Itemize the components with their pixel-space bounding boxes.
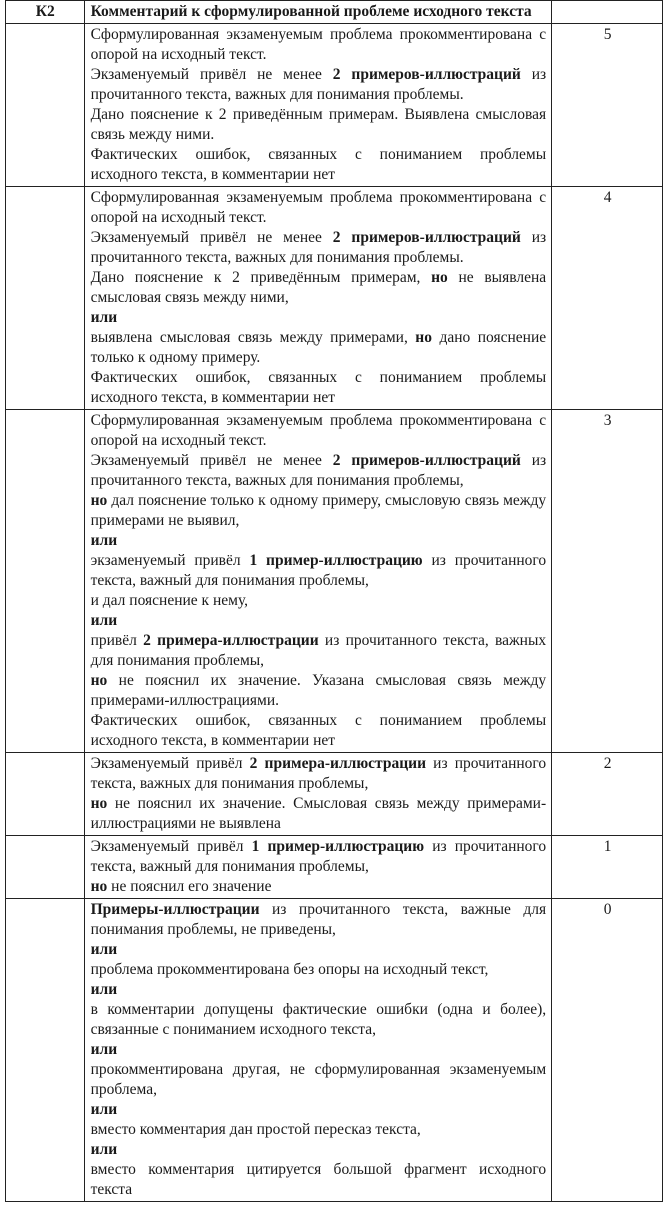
text-fragment: Экзаменуемый привёл (90, 755, 250, 772)
description-paragraph (91, 1140, 547, 1160)
code-cell-empty (6, 753, 85, 836)
score-value: 1 (552, 836, 663, 899)
bold-fragment: или (90, 309, 118, 326)
code-cell-empty (6, 24, 85, 187)
description-paragraph (91, 65, 547, 105)
bold-fragment: 2 примера-иллюстрации (143, 632, 319, 649)
score-level-row (6, 187, 663, 410)
text-fragment: из прочитанного текста, важные для понимания проблемы, не приведены, (90, 901, 547, 938)
score-level-row (6, 899, 663, 1202)
description-paragraph (91, 611, 547, 631)
text-fragment: из прочитанного текста, важных для понимания проблемы, (90, 755, 547, 792)
description-paragraph (91, 268, 547, 308)
bold-fragment: или (90, 981, 118, 998)
text-fragment: Фактических ошибок, связанных с пониманием проблемы исходного текста, в комментарии нет (90, 712, 547, 749)
bold-fragment: или (90, 1101, 118, 1118)
text-fragment: Экзаменуемый привёл не менее (90, 452, 333, 469)
score-header-cell (552, 1, 663, 24)
bold-fragment: 1 пример-иллюстрацию (249, 552, 423, 569)
description-paragraph (91, 145, 547, 185)
description-paragraph (91, 308, 547, 328)
description-paragraph (91, 491, 547, 531)
text-fragment: привёл (90, 632, 144, 649)
bold-fragment: но (90, 878, 108, 895)
code-cell-empty (6, 410, 85, 753)
criterion-title: Комментарий к сформулированной проблеме исходного текста (84, 1, 552, 24)
description-paragraph (91, 328, 547, 368)
text-fragment: не пояснил его значение (107, 878, 272, 895)
text-fragment: из прочитанного текста, важный для понимания проблемы, (90, 552, 547, 589)
text-fragment: Экзаменуемый привёл не менее (90, 229, 333, 246)
description-paragraph (91, 631, 547, 671)
description-paragraph (91, 940, 547, 960)
bold-fragment: или (90, 612, 118, 629)
score-level-row (6, 24, 663, 187)
criterion-header-row (6, 1, 663, 24)
bold-fragment: 1 пример-иллюстрацию (251, 838, 425, 855)
text-fragment: выявлена смысловая связь между примерами, (90, 329, 416, 346)
text-fragment: из прочитанного текста, важных для понимания проблемы. (90, 66, 547, 103)
level-description (84, 187, 552, 410)
criteria-table (5, 0, 663, 1202)
text-fragment: Фактических ошибок, связанных с пониманием проблемы исходного текста, в комментарии нет (90, 369, 547, 406)
bold-fragment: но (90, 795, 108, 812)
description-paragraph (91, 1000, 547, 1040)
text-fragment: вместо комментария цитируется большой фрагмент исходного текста (90, 1161, 547, 1198)
level-description (84, 24, 552, 187)
bold-fragment: 2 примера-иллюстрации (249, 755, 427, 772)
text-fragment: не пояснил их значение. Смысловая связь между примерами-иллюстрациями не выявлена (90, 795, 547, 832)
description-paragraph (91, 411, 547, 451)
bold-fragment: 2 примеров-иллюстраций (332, 66, 521, 83)
level-description (84, 836, 552, 899)
text-fragment: Фактических ошибок, связанных с пониманием проблемы исходного текста, в комментарии нет (90, 146, 547, 183)
description-paragraph (91, 754, 547, 794)
level-description (84, 753, 552, 836)
description-paragraph (91, 960, 547, 980)
code-cell-empty (6, 899, 85, 1202)
description-paragraph (91, 25, 547, 65)
text-fragment: дано пояснение только к одному примеру. (90, 329, 547, 366)
bold-fragment: но (90, 672, 108, 689)
description-paragraph (91, 531, 547, 551)
text-fragment: в комментарии допущены фактические ошибки (одна и более), связанные с пониманием исходного текста, (90, 1001, 547, 1038)
score-value: 5 (552, 24, 663, 187)
code-cell-empty (6, 187, 85, 410)
description-paragraph (91, 1060, 547, 1100)
text-fragment: Сформулированная экзаменуемым проблема прокомментирована с опорой на исходный текст. (90, 26, 547, 63)
bold-fragment: или (90, 941, 118, 958)
description-paragraph (91, 591, 547, 611)
description-paragraph (91, 228, 547, 268)
text-fragment: Сформулированная экзаменуемым проблема прокомментирована с опорой на исходный текст. (90, 412, 547, 449)
description-paragraph (91, 1040, 547, 1060)
bold-fragment: или (90, 1041, 118, 1058)
description-paragraph (91, 105, 547, 145)
score-value: 4 (552, 187, 663, 410)
criterion-code: К2 (6, 1, 85, 24)
bold-fragment: но (90, 492, 108, 509)
bold-fragment: но (431, 269, 448, 286)
text-fragment: не выявлена смысловая связь между ними, (90, 269, 547, 306)
description-paragraph (91, 551, 547, 591)
score-value: 3 (552, 410, 663, 753)
description-paragraph (91, 900, 547, 940)
score-value: 0 (552, 899, 663, 1202)
score-value: 2 (552, 753, 663, 836)
score-level-row (6, 753, 663, 836)
bold-fragment: или (90, 1141, 118, 1158)
description-paragraph (91, 1120, 547, 1140)
text-fragment: из прочитанного текста, важных для понимания проблемы. (90, 229, 547, 266)
bold-fragment: 2 примеров-иллюстраций (332, 452, 521, 469)
bold-fragment: 2 примеров-иллюстраций (332, 229, 521, 246)
text-fragment: и дал пояснение к нему, (90, 592, 249, 609)
text-fragment: Дано пояснение к 2 приведённым примерам. Выявлена смысловая связь между ними. (90, 106, 547, 143)
score-level-row (6, 836, 663, 899)
description-paragraph (91, 837, 547, 877)
text-fragment: прокомментирована другая, не сформулированная экзаменуемым проблема, (90, 1061, 547, 1098)
description-paragraph (91, 451, 547, 491)
text-fragment: из прочитанного текста, важных для понимания проблемы, (90, 632, 547, 669)
description-paragraph (91, 188, 547, 228)
text-fragment: дал пояснение только к одному примеру, смысловую связь между примерами не выявил, (90, 492, 547, 529)
text-fragment: не пояснил их значение. Указана смысловая связь между примерами-иллюстрациями. (90, 672, 547, 709)
text-fragment: из прочитанного текста, важных для понимания проблемы, (90, 452, 547, 489)
bold-fragment: Примеры-иллюстрации (90, 901, 260, 918)
description-paragraph (91, 711, 547, 751)
description-paragraph (91, 1160, 547, 1200)
text-fragment: Сформулированная экзаменуемым проблема прокомментирована с опорой на исходный текст. (90, 189, 547, 226)
code-cell-empty (6, 836, 85, 899)
description-paragraph (91, 980, 547, 1000)
score-level-row (6, 410, 663, 753)
level-description (84, 899, 552, 1202)
description-paragraph (91, 877, 547, 897)
level-description (84, 410, 552, 753)
description-paragraph (91, 794, 547, 834)
description-paragraph (91, 671, 547, 711)
text-fragment: Экзаменуемый привёл (90, 838, 252, 855)
description-paragraph (91, 368, 547, 408)
text-fragment: вместо комментария дан простой пересказ текста, (90, 1121, 421, 1138)
text-fragment: Дано пояснение к 2 приведённым примерам, (90, 269, 432, 286)
text-fragment: экзаменуемый привёл (90, 552, 250, 569)
bold-fragment: или (90, 532, 118, 549)
text-fragment: Экзаменуемый привёл не менее (90, 66, 333, 83)
text-fragment: проблема прокомментирована без опоры на исходный текст, (90, 961, 489, 978)
bold-fragment: но (415, 329, 432, 346)
text-fragment: из прочитанного текста, важный для понимания проблемы, (90, 838, 547, 875)
description-paragraph (91, 1100, 547, 1120)
